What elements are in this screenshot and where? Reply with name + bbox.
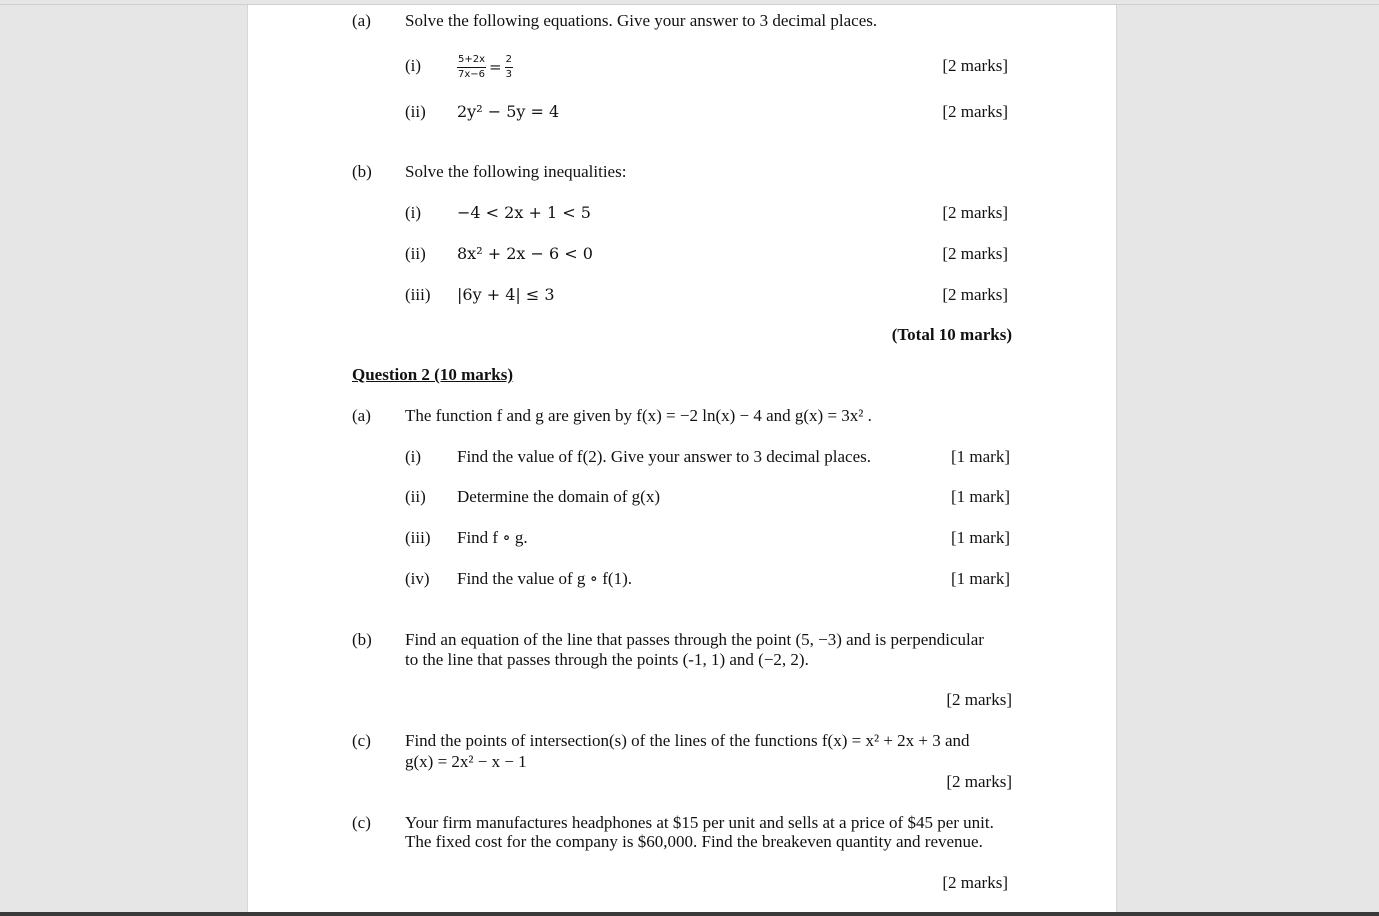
- q2a-i-label: (i): [405, 447, 422, 466]
- q2a-ii-text: Determine the domain of g(x): [457, 487, 660, 506]
- q1a-ii-marks: [2 marks]: [942, 102, 1008, 121]
- q1b-iii-marks: [2 marks]: [942, 285, 1008, 304]
- q2a-iv-text: Find the value of g ∘ f(1).: [457, 569, 632, 588]
- q2b-marks: [2 marks]: [946, 690, 1012, 709]
- q1a-instruction: Solve the following equations. Give your answer to 3 decimal places.: [405, 11, 878, 30]
- q2c-text-line2: g(x) = 2x² − x − 1: [405, 752, 527, 771]
- q1a-i-fraction-right: [505, 54, 513, 81]
- q1b-iii-label: (iii): [405, 285, 431, 304]
- q1b-i-marks: [2 marks]: [942, 203, 1008, 222]
- q1a-i-right-numerator: 2: [505, 54, 513, 68]
- q2a-iv-label: (iv): [405, 569, 430, 588]
- q2a-iii-text: Find f ∘ g.: [457, 528, 528, 547]
- q2a-ii-label: (ii): [405, 487, 426, 506]
- q2a-iii-label: (iii): [405, 528, 431, 547]
- q1b-i-inequality: −4 < 2x + 1 < 5: [457, 203, 591, 222]
- q2d-marks: [2 marks]: [942, 873, 1008, 892]
- q1b-iii-inequality: |6y + 4| ≤ 3: [457, 285, 555, 304]
- q1-total-marks: (Total 10 marks): [891, 325, 1012, 344]
- q2a-iv-marks: [1 mark]: [950, 569, 1010, 588]
- q1b-label: (b): [352, 162, 372, 181]
- q2a-i-marks: [1 mark]: [950, 447, 1010, 466]
- q2b-text-line1: Find an equation of the line that passes through the point (5, −3) and is perpendicular: [405, 630, 984, 649]
- q2c-label: (c): [352, 731, 371, 750]
- q2a-ii-marks: [1 mark]: [950, 487, 1010, 506]
- q1a-ii-label: (ii): [405, 102, 426, 121]
- q1a-i-equals: =: [489, 58, 502, 77]
- q2c-marks: [2 marks]: [946, 772, 1012, 791]
- q1a-label: (a): [352, 11, 371, 30]
- q1b-ii-marks: [2 marks]: [942, 244, 1008, 263]
- q1a-i-numerator: 5+2x: [457, 54, 486, 68]
- q1a-i-denominator: 7x−6: [458, 68, 486, 80]
- document-page: [247, 5, 1117, 916]
- q2c-text-line1: Find the points of intersection(s) of the lines of the functions f(x) = x² + 2x + 3 and: [405, 731, 970, 750]
- q2a-statement: The function f and g are given by f(x) = −2 ln(x) − 4 and g(x) = 3x² .: [405, 406, 872, 425]
- q2d-text-line2: The fixed cost for the company is $60,000. Find the breakeven quantity and revenue.: [405, 832, 983, 851]
- q1a-i-equation: [457, 49, 513, 84]
- q2d-text-line1: Your firm manufactures headphones at $15 per unit and sells at a price of $45 per unit.: [405, 813, 994, 832]
- q1b-i-label: (i): [405, 203, 422, 222]
- viewer-bottom-border: [0, 912, 1379, 916]
- q1a-ii-equation: 2y² − 5y = 4: [457, 102, 560, 121]
- q2a-iii-marks: [1 mark]: [950, 528, 1010, 547]
- q1a-i-right-denominator: 3: [505, 68, 512, 80]
- q2a-i-text: Find the value of f(2). Give your answer to 3 decimal places.: [457, 447, 872, 466]
- q1b-ii-label: (ii): [405, 244, 426, 263]
- q1b-instruction: Solve the following inequalities:: [405, 162, 627, 181]
- q1a-i-label: (i): [405, 56, 422, 75]
- q2d-label: (c): [352, 813, 371, 832]
- q2a-label: (a): [352, 406, 371, 425]
- q2b-label: (b): [352, 630, 372, 649]
- q1a-i-fraction-left: [457, 54, 486, 81]
- q2b-text-line2: to the line that passes through the points (-1, 1) and (−2, 2).: [405, 650, 809, 669]
- q1a-i-marks: [2 marks]: [942, 56, 1008, 75]
- q1b-ii-inequality: 8x² + 2x − 6 < 0: [457, 244, 593, 263]
- q2-heading: Question 2 (10 marks): [352, 365, 514, 384]
